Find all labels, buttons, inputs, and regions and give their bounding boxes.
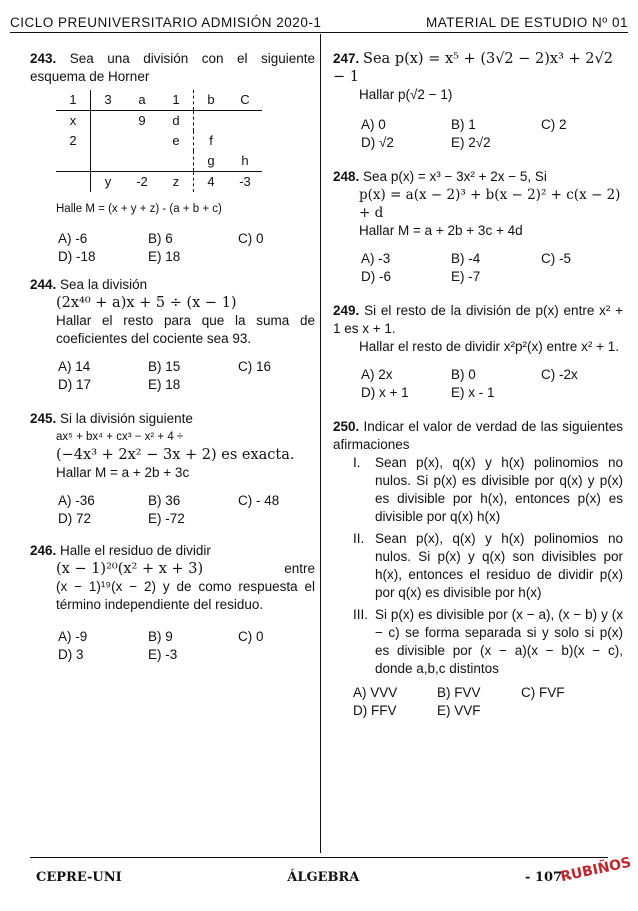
footer-center: ÁLGEBRA	[287, 870, 360, 885]
problem-expression: ax⁵ + bx⁴ + cx³ − x² + 4 ÷	[56, 431, 184, 443]
problem-250	[333, 418, 623, 720]
problem-text: Indicar el valor de verdad de las siguientes afirmaciones	[333, 419, 623, 452]
cell: 1	[69, 92, 77, 107]
cell: a	[138, 92, 146, 107]
answer-options	[333, 116, 623, 152]
option-e: E) x - 1	[451, 385, 495, 400]
cell	[56, 172, 91, 193]
cell	[159, 151, 194, 172]
statement-number: III.	[353, 607, 369, 622]
option-e: E) -72	[148, 511, 185, 526]
cell: f	[194, 131, 229, 151]
problem-text: Si el resto de la división de p(x) entre x² + 1 es x + 1.	[333, 303, 623, 336]
problem-question: (x − 1)¹⁹(x − 2) y de como respuesta el término independiente del residuo.	[56, 579, 315, 612]
statement-number: II.	[353, 531, 365, 546]
option-b: B) 1	[451, 117, 476, 132]
problem-question: Hallar M = a + 2b + 3c + 4d	[359, 223, 523, 238]
answer-options	[30, 230, 315, 266]
cell: 9	[125, 111, 159, 132]
problem-question: Halle M = (x + y + z) - (a + b + c)	[56, 203, 222, 215]
footer-rule	[30, 857, 608, 858]
cell: z	[172, 174, 180, 189]
option-b: B) -4	[451, 251, 481, 266]
page-footer	[36, 870, 608, 885]
statement-i	[333, 454, 623, 526]
statement-text: Sean p(x), q(x) y h(x) polinomios no nulos. Si p(x) es divisible por q(x) y p(x) es divisible por h(x), entonces p(x) es divisible por q(x) h(x)	[375, 455, 623, 524]
problem-number: 246.	[30, 543, 57, 558]
option-b: B) 9	[148, 629, 173, 644]
option-e: E) 2√2	[451, 135, 491, 150]
option-d: D) √2	[361, 135, 394, 150]
option-c: C) -5	[541, 251, 571, 266]
option-b: B) 0	[451, 367, 476, 382]
header-right: MATERIAL DE ESTUDIO Nº 01	[426, 15, 628, 30]
option-d: D) x + 1	[361, 385, 409, 400]
statement-number: I.	[353, 455, 361, 470]
problem-number: 243.	[30, 51, 57, 66]
cell: -3	[239, 174, 251, 189]
option-c: C) - 48	[238, 493, 280, 508]
option-d: D) -18	[58, 249, 96, 264]
problem-expression-word: entre	[284, 561, 315, 576]
cell: d	[159, 111, 194, 132]
option-c: C) 0	[238, 629, 264, 644]
problem-245	[30, 410, 315, 528]
problem-expression: p(x) = a(x − 2)³ + b(x − 2)² + c(x − 2) + d	[359, 187, 621, 221]
cell	[194, 111, 229, 132]
problem-text: Sea una división con el siguiente esquema de Horner	[30, 51, 315, 84]
cell: e	[172, 133, 180, 148]
cell: C	[240, 92, 250, 107]
problem-number: 247.	[333, 51, 360, 66]
page-header	[10, 8, 628, 30]
option-c: C) 2	[541, 117, 567, 132]
cell	[228, 111, 262, 132]
option-e: E) 18	[148, 377, 181, 392]
cell	[91, 111, 126, 132]
statement-text: Sean p(x), q(x) y h(x) polinomios no nulos. Si p(x) y q(x) son divisibles por h(x), entonces el residuo de dividir p(x) por q(x) es divisible por h(x)	[375, 531, 623, 600]
problem-text: Sea la división	[60, 277, 148, 292]
option-b: B) FVV	[437, 685, 481, 700]
cell: x	[56, 111, 91, 132]
answer-options	[333, 684, 623, 720]
problem-number: 250.	[333, 419, 360, 434]
option-b: B) 15	[148, 359, 181, 374]
problem-question: Hallar el resto para que la suma de coeficientes del cociente sea 93.	[56, 313, 315, 346]
problem-expression-2: (−4x³ + 2x² − 3x + 2) es exacta.	[56, 447, 295, 463]
option-a: A) -9	[58, 629, 88, 644]
column-divider	[320, 34, 321, 853]
header-left: CICLO PREUNIVERSITARIO ADMISIÓN 2020-1	[10, 15, 322, 30]
problem-244	[30, 276, 315, 394]
problem-248	[333, 168, 623, 286]
statement-ii	[333, 530, 623, 602]
publisher-logo: RUBIÑOS	[559, 854, 633, 886]
option-d: D) 72	[58, 511, 92, 526]
option-a: A) VVV	[353, 685, 398, 700]
option-e: E) 18	[148, 249, 181, 264]
problem-number: 245.	[30, 411, 57, 426]
statement-iii	[333, 606, 623, 678]
option-a: A) -6	[58, 231, 88, 246]
statement-text: Si p(x) es divisible por (x − a), (x − b) y (x − c) se forma separada si y solo si p(x) es divisible por (x − a)(x − b)(x − c), donde a,b,c distintos	[375, 607, 623, 676]
option-b: B) 36	[148, 493, 181, 508]
problem-text: Sea p(x) = x³ − 3x² + 2x − 5, Si	[363, 169, 547, 184]
problem-246	[30, 542, 315, 664]
cell	[91, 151, 126, 172]
option-c: C) FVF	[521, 685, 565, 700]
option-b: B) 6	[148, 231, 173, 246]
option-d: D) 3	[58, 647, 84, 662]
answer-options	[333, 366, 623, 402]
cell: -2	[136, 174, 148, 189]
cell: g	[194, 151, 229, 172]
option-a: A) -36	[58, 493, 95, 508]
option-a: A) -3	[361, 251, 391, 266]
option-e: E) VVF	[437, 703, 481, 718]
problem-249	[333, 302, 623, 402]
cell: 2	[69, 133, 77, 148]
problem-question: Hallar p(√2 − 1)	[359, 87, 453, 102]
option-d: D) -6	[361, 269, 391, 284]
option-e: E) -3	[148, 647, 178, 662]
left-column	[30, 50, 315, 674]
cell	[91, 131, 126, 151]
problem-number: 248.	[333, 169, 360, 184]
option-a: A) 0	[361, 117, 386, 132]
problem-text: Si la división siguiente	[60, 411, 193, 426]
option-d: D) FFV	[353, 703, 397, 718]
option-c: C) 0	[238, 231, 264, 246]
cell	[125, 151, 159, 172]
cell: 4	[194, 172, 229, 193]
option-a: A) 14	[58, 359, 91, 374]
problem-expression: (2x⁴⁰ + a)x + 5 ÷ (x − 1)	[56, 295, 237, 311]
cell: 3	[91, 90, 126, 111]
option-c: C) 16	[238, 359, 272, 374]
cell: b	[194, 90, 229, 111]
problem-expression: (x − 1)²⁰(x² + x + 3)	[56, 561, 204, 577]
option-e: E) -7	[451, 269, 481, 284]
problem-number: 249.	[333, 303, 360, 318]
horner-table	[56, 90, 262, 192]
problem-question: Hallar M = a + 2b + 3c	[56, 465, 190, 480]
footer-left: CEPRE-UNI	[36, 870, 122, 885]
option-d: D) 17	[58, 377, 92, 392]
option-a: A) 2x	[361, 367, 393, 382]
answer-options	[30, 358, 315, 394]
option-c: C) -2x	[541, 367, 578, 382]
problem-247	[333, 50, 623, 152]
answer-options	[333, 250, 623, 286]
page-number: - 107 -	[525, 870, 572, 885]
cell	[125, 131, 159, 151]
answer-options	[30, 492, 315, 528]
cell: h	[228, 151, 262, 172]
problem-text: Halle el residuo de dividir	[60, 543, 211, 558]
problem-243	[30, 50, 315, 266]
problem-question: Hallar el resto de dividir x²p²(x) entre x² + 1.	[359, 339, 619, 354]
problem-text: Sea p(x) = x⁵ + (3√2 − 2)x³ + 2√2 − 1	[333, 51, 613, 85]
cell	[228, 131, 262, 151]
header-rule	[10, 32, 628, 33]
right-column	[333, 50, 623, 730]
cell	[56, 151, 91, 172]
answer-options	[30, 628, 315, 664]
problem-number: 244.	[30, 277, 57, 292]
cell: y	[91, 172, 126, 193]
cell: 1	[172, 92, 180, 107]
